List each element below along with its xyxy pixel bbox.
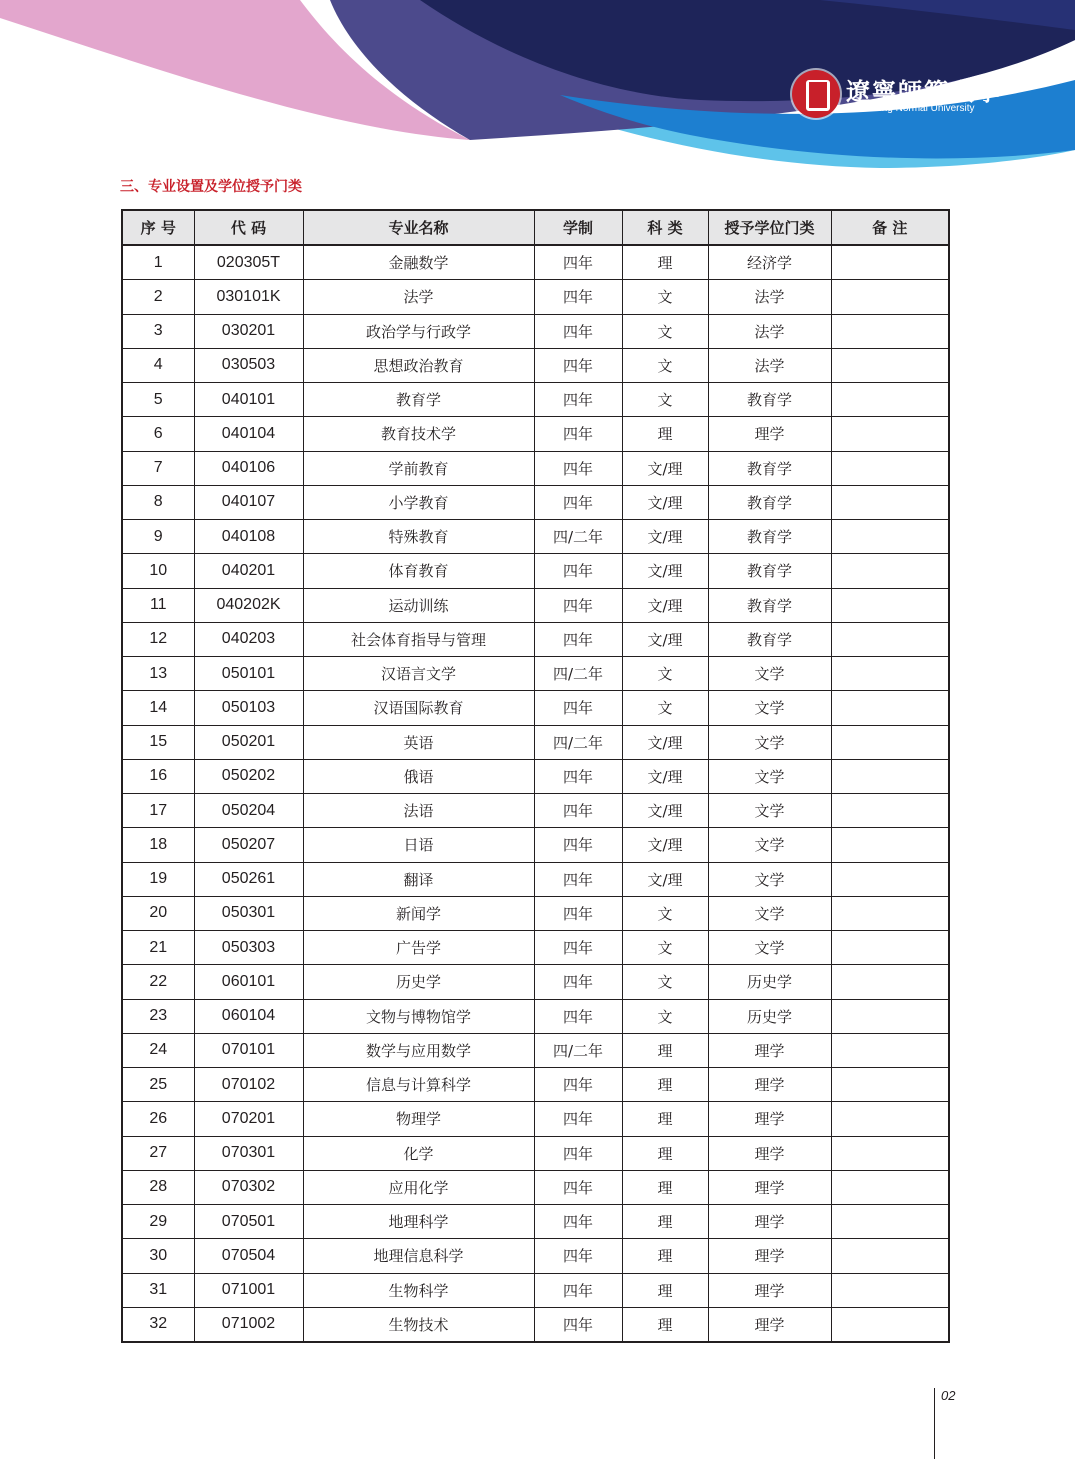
table-header-row bbox=[122, 210, 949, 245]
cell-code: 040202K bbox=[194, 588, 303, 622]
table-row bbox=[122, 451, 949, 485]
table-row bbox=[122, 725, 949, 759]
table-row bbox=[122, 1273, 949, 1307]
cell-note bbox=[831, 348, 949, 382]
cell-degree: 文学 bbox=[708, 657, 831, 691]
cell-duration: 四年 bbox=[534, 554, 622, 588]
cell-duration: 四年 bbox=[534, 417, 622, 451]
table-row bbox=[122, 896, 949, 930]
cell-no: 22 bbox=[122, 965, 194, 999]
cell-category: 理 bbox=[622, 1102, 708, 1136]
cell-code: 030101K bbox=[194, 280, 303, 314]
cell-code: 030503 bbox=[194, 348, 303, 382]
cell-code: 070501 bbox=[194, 1205, 303, 1239]
cell-duration: 四年 bbox=[534, 1136, 622, 1170]
cell-note bbox=[831, 657, 949, 691]
cell-no: 24 bbox=[122, 1033, 194, 1067]
table-row bbox=[122, 1239, 949, 1273]
cell-note bbox=[831, 999, 949, 1033]
cell-duration: 四年 bbox=[534, 1068, 622, 1102]
cell-major-name: 新闻学 bbox=[303, 896, 534, 930]
table-row bbox=[122, 999, 949, 1033]
cell-major-name: 政治学与行政学 bbox=[303, 314, 534, 348]
cell-no: 31 bbox=[122, 1273, 194, 1307]
cell-duration: 四年 bbox=[534, 999, 622, 1033]
cell-major-name: 广告学 bbox=[303, 931, 534, 965]
header-no: 序 号 bbox=[122, 210, 194, 245]
cell-category: 文/理 bbox=[622, 485, 708, 519]
table-row bbox=[122, 1068, 949, 1102]
cell-degree: 理学 bbox=[708, 1307, 831, 1342]
cell-duration: 四年 bbox=[534, 245, 622, 280]
cell-code: 040201 bbox=[194, 554, 303, 588]
cell-major-name: 小学教育 bbox=[303, 485, 534, 519]
header-note: 备 注 bbox=[831, 210, 949, 245]
cell-category: 文/理 bbox=[622, 451, 708, 485]
cell-no: 23 bbox=[122, 999, 194, 1033]
cell-major-name: 地理科学 bbox=[303, 1205, 534, 1239]
cell-category: 理 bbox=[622, 245, 708, 280]
cell-category: 文 bbox=[622, 280, 708, 314]
cell-duration: 四年 bbox=[534, 862, 622, 896]
cell-degree: 理学 bbox=[708, 1205, 831, 1239]
cell-duration: 四/二年 bbox=[534, 1033, 622, 1067]
cell-degree: 教育学 bbox=[708, 485, 831, 519]
cell-code: 071001 bbox=[194, 1273, 303, 1307]
cell-code: 050202 bbox=[194, 759, 303, 793]
cell-no: 19 bbox=[122, 862, 194, 896]
cell-duration: 四/二年 bbox=[534, 657, 622, 691]
cell-note bbox=[831, 485, 949, 519]
cell-duration: 四/二年 bbox=[534, 725, 622, 759]
cell-duration: 四年 bbox=[534, 383, 622, 417]
cell-code: 070504 bbox=[194, 1239, 303, 1273]
cell-no: 8 bbox=[122, 485, 194, 519]
cell-note bbox=[831, 1068, 949, 1102]
cell-category: 文/理 bbox=[622, 725, 708, 759]
cell-no: 5 bbox=[122, 383, 194, 417]
cell-note bbox=[831, 383, 949, 417]
cell-category: 理 bbox=[622, 1068, 708, 1102]
cell-no: 6 bbox=[122, 417, 194, 451]
cell-duration: 四/二年 bbox=[534, 520, 622, 554]
cell-major-name: 数学与应用数学 bbox=[303, 1033, 534, 1067]
cell-code: 050301 bbox=[194, 896, 303, 930]
cell-note bbox=[831, 965, 949, 999]
cell-code: 030201 bbox=[194, 314, 303, 348]
table-row bbox=[122, 657, 949, 691]
cell-category: 文/理 bbox=[622, 862, 708, 896]
cell-duration: 四年 bbox=[534, 485, 622, 519]
cell-category: 文 bbox=[622, 348, 708, 382]
cell-major-name: 教育学 bbox=[303, 383, 534, 417]
cell-no: 28 bbox=[122, 1170, 194, 1204]
cell-no: 16 bbox=[122, 759, 194, 793]
cell-degree: 文学 bbox=[708, 931, 831, 965]
cell-code: 040107 bbox=[194, 485, 303, 519]
cell-major-name: 生物科学 bbox=[303, 1273, 534, 1307]
table-row bbox=[122, 1170, 949, 1204]
cell-degree: 教育学 bbox=[708, 622, 831, 656]
cell-degree: 教育学 bbox=[708, 451, 831, 485]
cell-major-name: 文物与博物馆学 bbox=[303, 999, 534, 1033]
cell-no: 1 bbox=[122, 245, 194, 280]
cell-code: 060104 bbox=[194, 999, 303, 1033]
cell-degree: 教育学 bbox=[708, 383, 831, 417]
cell-degree: 文学 bbox=[708, 862, 831, 896]
cell-code: 040108 bbox=[194, 520, 303, 554]
cell-major-name: 教育技术学 bbox=[303, 417, 534, 451]
cell-major-name: 运动训练 bbox=[303, 588, 534, 622]
cell-degree: 文学 bbox=[708, 896, 831, 930]
cell-duration: 四年 bbox=[534, 588, 622, 622]
cell-no: 17 bbox=[122, 794, 194, 828]
cell-category: 文 bbox=[622, 383, 708, 417]
cell-no: 7 bbox=[122, 451, 194, 485]
cell-duration: 四年 bbox=[534, 759, 622, 793]
table-row bbox=[122, 794, 949, 828]
cell-category: 文/理 bbox=[622, 828, 708, 862]
cell-major-name: 学前教育 bbox=[303, 451, 534, 485]
table-row bbox=[122, 622, 949, 656]
cell-code: 040203 bbox=[194, 622, 303, 656]
cell-code: 050101 bbox=[194, 657, 303, 691]
cell-code: 060101 bbox=[194, 965, 303, 999]
cell-category: 理 bbox=[622, 1170, 708, 1204]
cell-note bbox=[831, 1205, 949, 1239]
cell-note bbox=[831, 245, 949, 280]
cell-code: 070201 bbox=[194, 1102, 303, 1136]
cell-degree: 法学 bbox=[708, 280, 831, 314]
cell-no: 18 bbox=[122, 828, 194, 862]
cell-note bbox=[831, 280, 949, 314]
table-row bbox=[122, 554, 949, 588]
table-row bbox=[122, 417, 949, 451]
cell-code: 040106 bbox=[194, 451, 303, 485]
cell-degree: 文学 bbox=[708, 828, 831, 862]
cell-note bbox=[831, 1273, 949, 1307]
cell-degree: 教育学 bbox=[708, 588, 831, 622]
cell-major-name: 信息与计算科学 bbox=[303, 1068, 534, 1102]
cell-major-name: 地理信息科学 bbox=[303, 1239, 534, 1273]
cell-no: 13 bbox=[122, 657, 194, 691]
cell-note bbox=[831, 1170, 949, 1204]
cell-major-name: 金融数学 bbox=[303, 245, 534, 280]
cell-no: 10 bbox=[122, 554, 194, 588]
cell-major-name: 化学 bbox=[303, 1136, 534, 1170]
cell-degree: 经济学 bbox=[708, 245, 831, 280]
cell-note bbox=[831, 622, 949, 656]
table-row bbox=[122, 520, 949, 554]
cell-duration: 四年 bbox=[534, 931, 622, 965]
cell-major-name: 社会体育指导与管理 bbox=[303, 622, 534, 656]
cell-no: 20 bbox=[122, 896, 194, 930]
cell-code: 050207 bbox=[194, 828, 303, 862]
cell-category: 理 bbox=[622, 1307, 708, 1342]
cell-duration: 四年 bbox=[534, 1273, 622, 1307]
cell-code: 071002 bbox=[194, 1307, 303, 1342]
cell-note bbox=[831, 1102, 949, 1136]
cell-category: 文/理 bbox=[622, 520, 708, 554]
cell-code: 020305T bbox=[194, 245, 303, 280]
cell-code: 050303 bbox=[194, 931, 303, 965]
cell-major-name: 汉语言文学 bbox=[303, 657, 534, 691]
cell-category: 文 bbox=[622, 691, 708, 725]
cell-duration: 四年 bbox=[534, 1102, 622, 1136]
cell-duration: 四年 bbox=[534, 622, 622, 656]
cell-duration: 四年 bbox=[534, 1307, 622, 1342]
cell-duration: 四年 bbox=[534, 1205, 622, 1239]
majors-table bbox=[121, 209, 950, 1343]
cell-code: 050204 bbox=[194, 794, 303, 828]
cell-category: 文 bbox=[622, 999, 708, 1033]
cell-category: 文/理 bbox=[622, 622, 708, 656]
cell-no: 4 bbox=[122, 348, 194, 382]
cell-no: 32 bbox=[122, 1307, 194, 1342]
cell-note bbox=[831, 554, 949, 588]
cell-category: 文 bbox=[622, 314, 708, 348]
table-row bbox=[122, 691, 949, 725]
cell-note bbox=[831, 931, 949, 965]
cell-no: 29 bbox=[122, 1205, 194, 1239]
cell-category: 文/理 bbox=[622, 759, 708, 793]
cell-category: 文/理 bbox=[622, 554, 708, 588]
cell-code: 040104 bbox=[194, 417, 303, 451]
cell-category: 理 bbox=[622, 1136, 708, 1170]
header-major-name: 专业名称 bbox=[303, 210, 534, 245]
cell-major-name: 英语 bbox=[303, 725, 534, 759]
cell-duration: 四年 bbox=[534, 1239, 622, 1273]
table-row bbox=[122, 1205, 949, 1239]
cell-category: 文/理 bbox=[622, 794, 708, 828]
cell-note bbox=[831, 1239, 949, 1273]
cell-no: 21 bbox=[122, 931, 194, 965]
cell-note bbox=[831, 759, 949, 793]
table-row bbox=[122, 1033, 949, 1067]
cell-note bbox=[831, 691, 949, 725]
cell-code: 070302 bbox=[194, 1170, 303, 1204]
cell-no: 11 bbox=[122, 588, 194, 622]
cell-no: 25 bbox=[122, 1068, 194, 1102]
table-row bbox=[122, 1307, 949, 1342]
cell-major-name: 法学 bbox=[303, 280, 534, 314]
cell-no: 12 bbox=[122, 622, 194, 656]
cell-major-name: 日语 bbox=[303, 828, 534, 862]
cell-code: 050261 bbox=[194, 862, 303, 896]
cell-no: 26 bbox=[122, 1102, 194, 1136]
cell-degree: 理学 bbox=[708, 1170, 831, 1204]
table-row bbox=[122, 759, 949, 793]
cell-code: 040101 bbox=[194, 383, 303, 417]
cell-major-name: 特殊教育 bbox=[303, 520, 534, 554]
cell-no: 2 bbox=[122, 280, 194, 314]
cell-major-name: 俄语 bbox=[303, 759, 534, 793]
cell-no: 27 bbox=[122, 1136, 194, 1170]
header-duration: 学制 bbox=[534, 210, 622, 245]
table-row bbox=[122, 931, 949, 965]
cell-note bbox=[831, 725, 949, 759]
cell-major-name: 法语 bbox=[303, 794, 534, 828]
table-row bbox=[122, 485, 949, 519]
header-category: 科 类 bbox=[622, 210, 708, 245]
cell-degree: 文学 bbox=[708, 725, 831, 759]
cell-degree: 文学 bbox=[708, 759, 831, 793]
cell-degree: 理学 bbox=[708, 417, 831, 451]
cell-major-name: 思想政治教育 bbox=[303, 348, 534, 382]
cell-duration: 四年 bbox=[534, 280, 622, 314]
page-number: 02 bbox=[941, 1388, 956, 1403]
header-code: 代 码 bbox=[194, 210, 303, 245]
cell-major-name: 汉语国际教育 bbox=[303, 691, 534, 725]
cell-duration: 四年 bbox=[534, 691, 622, 725]
cell-major-name: 物理学 bbox=[303, 1102, 534, 1136]
cell-degree: 教育学 bbox=[708, 520, 831, 554]
page-number-rule bbox=[934, 1388, 935, 1459]
cell-note bbox=[831, 794, 949, 828]
cell-major-name: 应用化学 bbox=[303, 1170, 534, 1204]
cell-category: 文 bbox=[622, 657, 708, 691]
table-row bbox=[122, 862, 949, 896]
cell-degree: 理学 bbox=[708, 1033, 831, 1067]
cell-no: 3 bbox=[122, 314, 194, 348]
cell-major-name: 翻译 bbox=[303, 862, 534, 896]
cell-note bbox=[831, 520, 949, 554]
table-row bbox=[122, 1136, 949, 1170]
cell-note bbox=[831, 828, 949, 862]
cell-category: 文 bbox=[622, 931, 708, 965]
cell-degree: 文学 bbox=[708, 794, 831, 828]
cell-degree: 理学 bbox=[708, 1273, 831, 1307]
university-name-cn: 遼寧師範大學 bbox=[846, 77, 1002, 106]
cell-no: 15 bbox=[122, 725, 194, 759]
cell-note bbox=[831, 1136, 949, 1170]
university-seal-icon bbox=[792, 70, 840, 118]
cell-note bbox=[831, 1307, 949, 1342]
cell-category: 理 bbox=[622, 1033, 708, 1067]
cell-degree: 教育学 bbox=[708, 554, 831, 588]
cell-code: 070101 bbox=[194, 1033, 303, 1067]
university-name-en: Liaoning Normal University bbox=[855, 103, 975, 114]
cell-note bbox=[831, 588, 949, 622]
cell-note bbox=[831, 1033, 949, 1067]
header-degree: 授予学位门类 bbox=[708, 210, 831, 245]
cell-degree: 法学 bbox=[708, 314, 831, 348]
cell-duration: 四年 bbox=[534, 451, 622, 485]
cell-degree: 理学 bbox=[708, 1068, 831, 1102]
university-logo bbox=[792, 70, 1002, 120]
cell-degree: 理学 bbox=[708, 1102, 831, 1136]
cell-code: 050103 bbox=[194, 691, 303, 725]
cell-degree: 历史学 bbox=[708, 999, 831, 1033]
cell-duration: 四年 bbox=[534, 348, 622, 382]
cell-duration: 四年 bbox=[534, 314, 622, 348]
cell-code: 070102 bbox=[194, 1068, 303, 1102]
cell-degree: 历史学 bbox=[708, 965, 831, 999]
cell-no: 9 bbox=[122, 520, 194, 554]
cell-category: 理 bbox=[622, 1205, 708, 1239]
cell-category: 文/理 bbox=[622, 588, 708, 622]
table-row bbox=[122, 245, 949, 280]
cell-category: 理 bbox=[622, 417, 708, 451]
cell-major-name: 历史学 bbox=[303, 965, 534, 999]
cell-duration: 四年 bbox=[534, 965, 622, 999]
cell-note bbox=[831, 314, 949, 348]
cell-major-name: 体育教育 bbox=[303, 554, 534, 588]
cell-duration: 四年 bbox=[534, 794, 622, 828]
table-row bbox=[122, 280, 949, 314]
table-row bbox=[122, 588, 949, 622]
cell-no: 14 bbox=[122, 691, 194, 725]
cell-category: 理 bbox=[622, 1273, 708, 1307]
cell-category: 文 bbox=[622, 965, 708, 999]
table-row bbox=[122, 314, 949, 348]
cell-duration: 四年 bbox=[534, 896, 622, 930]
cell-note bbox=[831, 862, 949, 896]
cell-no: 30 bbox=[122, 1239, 194, 1273]
cell-category: 文 bbox=[622, 896, 708, 930]
table-row bbox=[122, 1102, 949, 1136]
cell-major-name: 生物技术 bbox=[303, 1307, 534, 1342]
table-body bbox=[122, 245, 949, 1342]
cell-degree: 理学 bbox=[708, 1136, 831, 1170]
cell-duration: 四年 bbox=[534, 828, 622, 862]
table-row bbox=[122, 348, 949, 382]
cell-code: 070301 bbox=[194, 1136, 303, 1170]
cell-category: 理 bbox=[622, 1239, 708, 1273]
cell-note bbox=[831, 896, 949, 930]
cell-degree: 法学 bbox=[708, 348, 831, 382]
cell-code: 050201 bbox=[194, 725, 303, 759]
section-title: 三、专业设置及学位授予门类 bbox=[120, 179, 302, 195]
cell-degree: 理学 bbox=[708, 1239, 831, 1273]
cell-duration: 四年 bbox=[534, 1170, 622, 1204]
table-row bbox=[122, 965, 949, 999]
cell-note bbox=[831, 417, 949, 451]
cell-degree: 文学 bbox=[708, 691, 831, 725]
cell-note bbox=[831, 451, 949, 485]
table-row bbox=[122, 383, 949, 417]
table-row bbox=[122, 828, 949, 862]
